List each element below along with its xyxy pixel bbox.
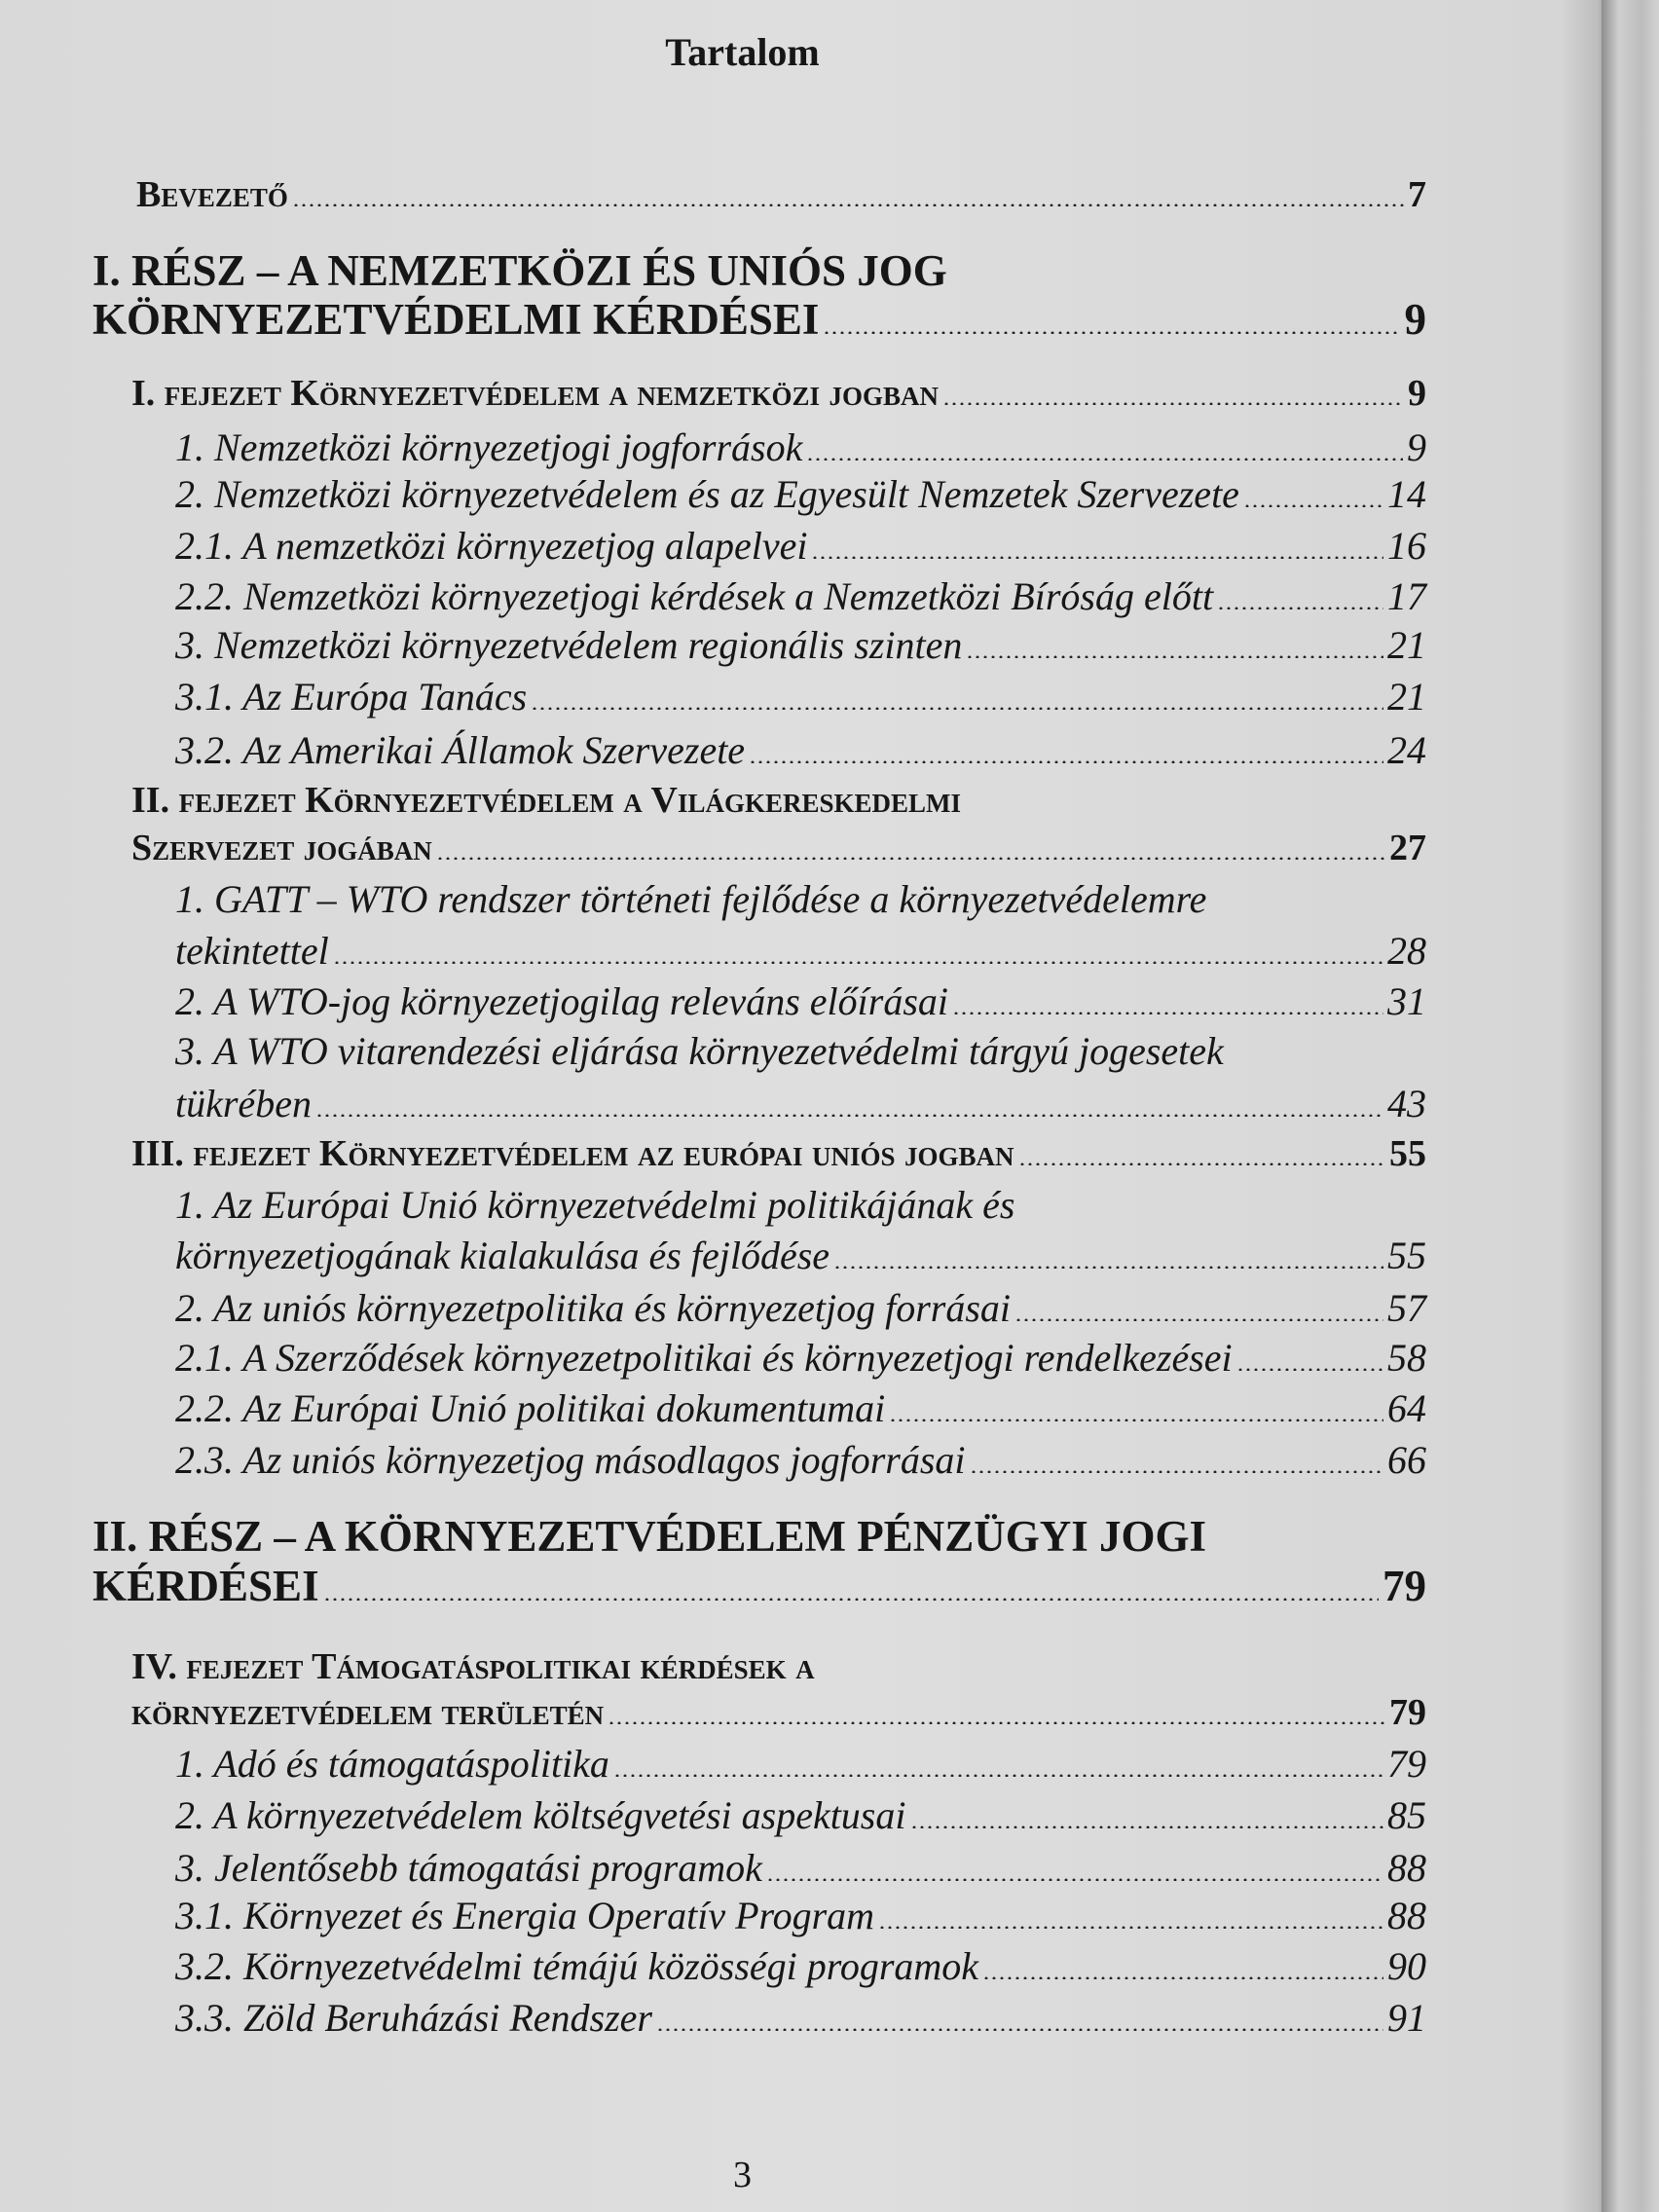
toc-entry-page: 57: [1387, 1286, 1426, 1330]
dot-leader: [910, 1825, 1384, 1828]
toc-entry-item: [175, 424, 1426, 470]
toc-entry-page: 66: [1387, 1438, 1426, 1482]
toc-entry-item: [175, 727, 1426, 773]
toc-entry-page: 79: [1389, 1692, 1426, 1733]
toc-entry-part: [92, 245, 947, 296]
toc-entry-label: 2.2. Az Európai Unió politikai dokumentumai: [175, 1386, 886, 1430]
toc-entry-part: [92, 1511, 1206, 1562]
toc-entry-chap: [131, 1645, 815, 1688]
toc-entry-item: [175, 1741, 1426, 1787]
toc-entry-item: [175, 523, 1426, 569]
dot-leader: [942, 402, 1404, 405]
toc-entry-page: 28: [1387, 929, 1426, 973]
toc-entry-label: 3. Jelentősebb támogatási programok: [175, 1846, 762, 1890]
toc-entry-chap: [131, 779, 961, 822]
dot-leader: [749, 760, 1383, 763]
dot-leader: [1236, 1368, 1383, 1371]
toc-entry-label: II. fejezet Környezetvédelem a Világkereskedelmi: [131, 780, 962, 821]
toc-entry-label: III. fejezet Környezetvédelem az európai uniós jogban: [131, 1133, 1014, 1174]
toc-entry-plain: [136, 173, 1426, 216]
toc-entry-item: [175, 1943, 1426, 1989]
dot-leader: [613, 1774, 1383, 1777]
dot-leader: [1014, 1318, 1383, 1321]
toc-entry-label: 2. Az uniós környezetpolitika és környezetjog forrásai: [175, 1286, 1012, 1330]
dot-leader: [292, 203, 1404, 206]
toc-entry-label: Bevezető: [136, 174, 288, 215]
toc-entry-label: 3. Nemzetközi környezetvédelem regionális szinten: [175, 623, 963, 667]
toc-entry-item: [175, 1081, 1426, 1126]
toc-entry-chap: [131, 827, 1426, 869]
book-spine-edge: [1602, 0, 1659, 2212]
toc-entry-item: [175, 978, 1426, 1024]
toc-entry-label: környezetvédelem területén: [131, 1692, 605, 1733]
dot-leader: [982, 1976, 1383, 1979]
dot-leader: [889, 1419, 1383, 1421]
dot-leader: [833, 1266, 1383, 1269]
dot-leader: [323, 1598, 1379, 1601]
toc-entry-label: 3. A WTO vitarendezési eljárása környezetvédelmi tárgyú jogesetek: [175, 1029, 1224, 1073]
toc-entry-label: I. RÉSZ – A NEMZETKÖZI ÉS UNIÓS JOG: [92, 246, 947, 295]
toc-entry-page: 16: [1387, 524, 1426, 568]
toc-entry-item: [175, 622, 1426, 668]
toc-entry-label: KÉRDÉSEI: [92, 1562, 319, 1610]
toc-entry-chap: [131, 1132, 1426, 1175]
toc-entry-label: 2.3. Az uniós környezetjog másodlagos jogforrásai: [175, 1438, 966, 1482]
toc-entry-page: 9: [1408, 373, 1426, 414]
toc-entry-label: I. fejezet Környezetvédelem a nemzetközi jogban: [131, 373, 939, 414]
toc-entry-page: 88: [1387, 1894, 1426, 1937]
toc-entry-label: 1. Az Európai Unió környezetvédelmi politikájának és: [175, 1183, 1015, 1227]
toc-entry-label: KÖRNYEZETVÉDELMI KÉRDÉSEI: [92, 295, 820, 344]
toc-entry-page: 21: [1387, 623, 1426, 667]
toc-entry-item: [175, 1893, 1426, 1938]
toc-entry-page: 88: [1387, 1846, 1426, 1890]
toc-entry-label: 2.2. Nemzetközi környezetjogi kérdések a Nemzetközi Bíróság előtt: [175, 574, 1214, 618]
toc-entry-page: 17: [1387, 574, 1426, 618]
toc-entry-page: 55: [1389, 1133, 1426, 1174]
toc-entry-page: 64: [1387, 1386, 1426, 1430]
toc-entry-label: 2.1. A Szerződések környezetpolitikai és környezetjogi rendelkezései: [175, 1336, 1233, 1380]
dot-leader: [823, 331, 1400, 334]
toc-entry-label: tükrében: [175, 1082, 312, 1125]
dot-leader: [811, 556, 1383, 559]
toc-entry-label: 3.2. Környezetvédelmi témájú közösségi programok: [175, 1944, 979, 1988]
toc-entry-label: Szervezet jogában: [131, 828, 432, 868]
toc-entry-page: 85: [1387, 1793, 1426, 1837]
toc-entry-label: tekintettel: [175, 929, 329, 973]
dot-leader: [608, 1721, 1385, 1724]
dot-leader: [970, 1470, 1383, 1473]
toc-entry-page: 9: [1407, 425, 1426, 469]
dot-leader: [766, 1878, 1383, 1881]
toc-entry-page: 90: [1387, 1944, 1426, 1988]
toc-entry-page: 21: [1387, 675, 1426, 719]
toc-entry-item: [175, 471, 1426, 517]
toc-entry-part: [92, 294, 1426, 345]
toc-entry-label: 3.2. Az Amerikai Államok Szervezete: [175, 728, 746, 772]
toc-entry-label: IV. fejezet Támogatáspolitikai kérdések a: [131, 1646, 815, 1687]
toc-entry-page: 31: [1387, 979, 1426, 1023]
toc-entry-label: 1. Adó és támogatáspolitika: [175, 1742, 609, 1786]
toc-entry-item: [175, 573, 1426, 619]
toc-entry-item: [175, 1182, 1014, 1228]
toc-entry-page: 58: [1387, 1336, 1426, 1380]
toc-entry-item: [175, 1335, 1426, 1381]
dot-leader: [966, 655, 1383, 658]
toc-entry-label: 3.1. Környezet és Energia Operatív Program: [175, 1894, 875, 1937]
toc-entry-chap: [131, 372, 1426, 415]
toc-entry-page: 79: [1387, 1742, 1426, 1786]
toc-entry-page: 7: [1408, 174, 1426, 215]
toc-entry-label: 2. A környezetvédelem költségvetési aspektusai: [175, 1793, 906, 1837]
page-title: Tartalom: [665, 30, 820, 74]
dot-leader: [806, 458, 1403, 461]
toc-entry-part: [92, 1561, 1426, 1611]
toc-entry-page: 91: [1387, 1996, 1426, 2040]
toc-entry-item: [175, 1792, 1426, 1838]
dot-leader: [531, 707, 1383, 710]
toc-entry-label: 3.1. Az Európa Tanács: [175, 675, 528, 719]
toc-entry-item: [175, 1385, 1426, 1431]
toc-entry-label: 2. A WTO-jog környezetjogilag releváns előírásai: [175, 979, 949, 1023]
dot-leader: [1243, 504, 1383, 507]
toc-entry-label: 1. GATT – WTO rendszer történeti fejlődése a környezetvédelemre: [175, 877, 1207, 921]
toc-entry-label: II. RÉSZ – A KÖRNYEZETVÉDELEM PÉNZÜGYI JOGI: [92, 1512, 1206, 1561]
toc-entry-page: 43: [1387, 1082, 1426, 1125]
dot-leader: [1217, 607, 1383, 609]
toc-entry-label: 2. Nemzetközi környezetvédelem és az Egyesült Nemzetek Szervezete: [175, 472, 1239, 516]
toc-entry-page: 9: [1404, 295, 1426, 344]
toc-entry-label: 3.3. Zöld Beruházási Rendszer: [175, 1996, 652, 2040]
toc-entry-page: 14: [1387, 472, 1426, 516]
dot-leader: [952, 1012, 1383, 1014]
toc-entry-chap: [131, 1691, 1426, 1734]
toc-entry-page: 79: [1382, 1562, 1426, 1610]
toc-entry-item: [175, 1437, 1426, 1483]
toc-entry-label: 2.1. A nemzetközi környezetjog alapelvei: [175, 524, 808, 568]
dot-leader: [436, 857, 1385, 860]
toc-entry-page: 55: [1387, 1234, 1426, 1277]
dot-leader: [1018, 1162, 1385, 1165]
dot-leader: [878, 1926, 1383, 1929]
toc-entry-page: 24: [1387, 728, 1426, 772]
toc-entry-item: [175, 674, 1426, 719]
toc-entry-item: [175, 1995, 1426, 2041]
toc-entry-item: [175, 876, 1206, 922]
dot-leader: [333, 961, 1383, 964]
dot-leader: [315, 1114, 1383, 1117]
toc-entry-label: környezetjogának kialakulása és fejlődése: [175, 1234, 830, 1277]
toc-entry-item: [175, 1285, 1426, 1331]
toc-entry-item: [175, 1028, 1224, 1074]
toc-entry-label: 1. Nemzetközi környezetjogi jogforrások: [175, 425, 803, 469]
toc-entry-item: [175, 1233, 1426, 1278]
page-number: 3: [733, 2155, 752, 2195]
toc-entry-item: [175, 928, 1426, 974]
toc-entry-page: 27: [1389, 828, 1426, 868]
dot-leader: [656, 2028, 1383, 2031]
toc-entry-item: [175, 1845, 1426, 1891]
